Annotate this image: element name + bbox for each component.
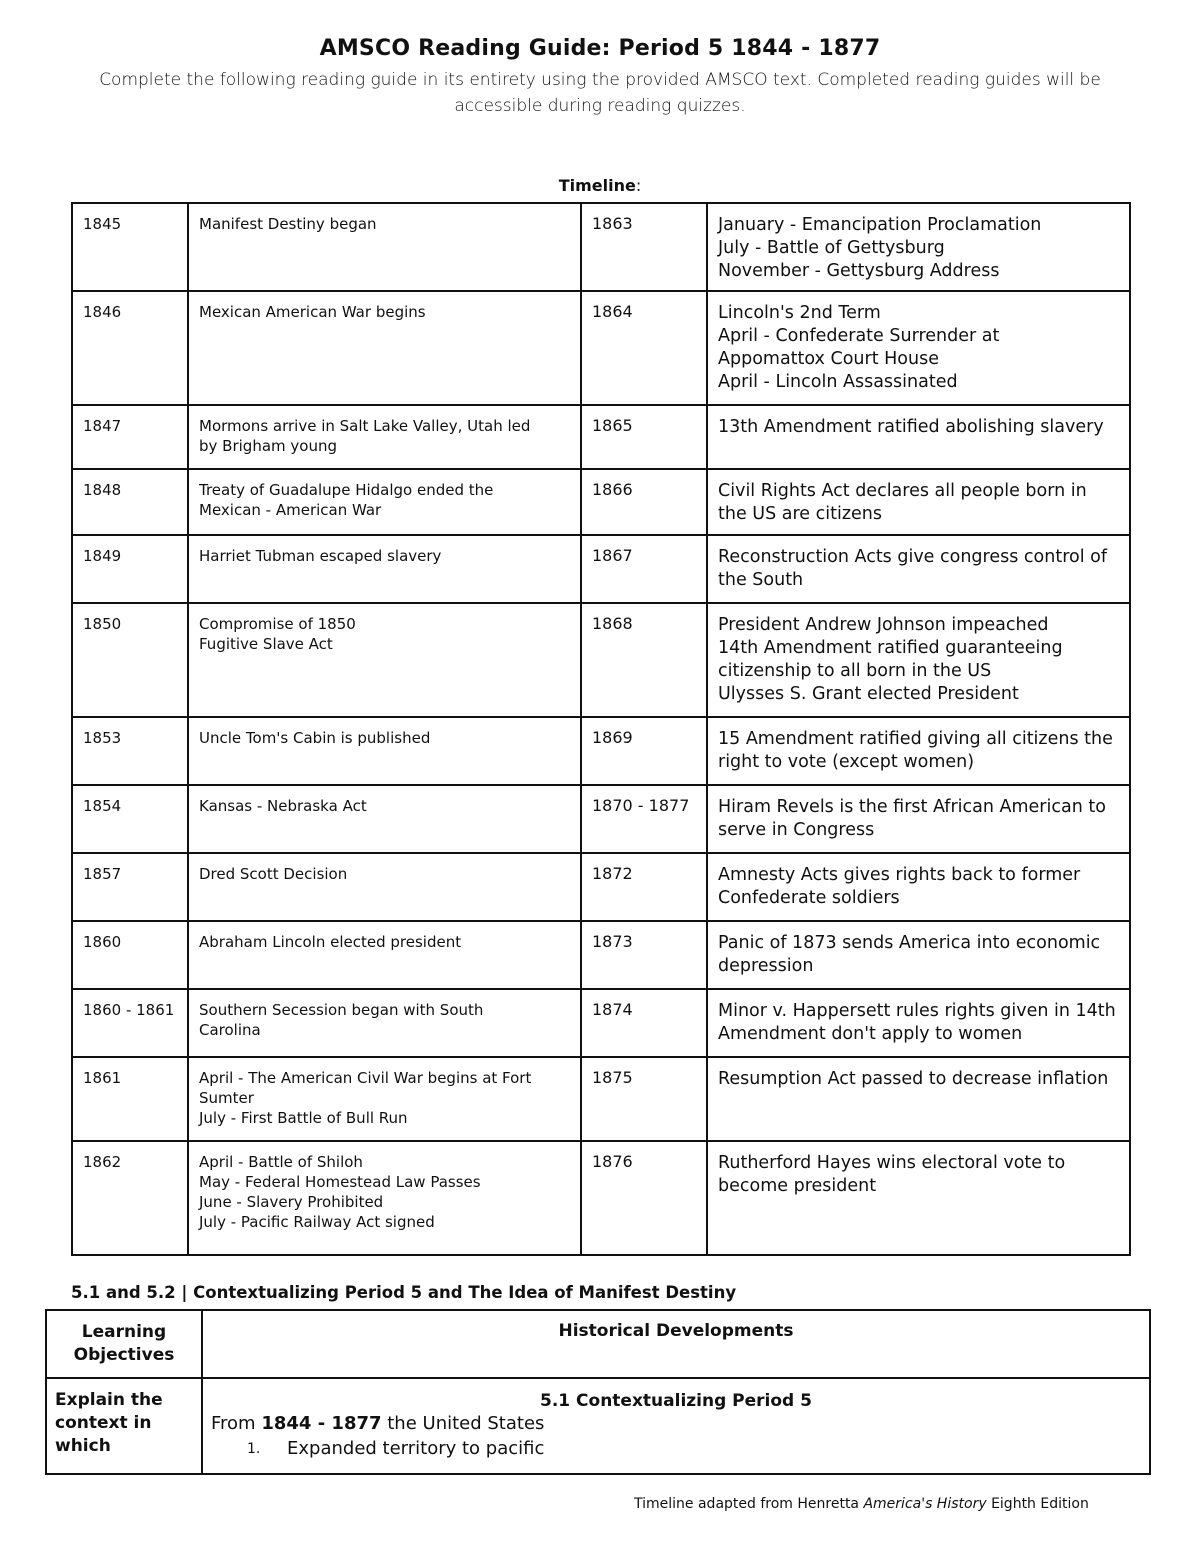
- timeline-event: [188, 291, 581, 405]
- timeline-event-line: Hiram Revels is the first African American to: [718, 797, 1106, 817]
- timeline-event-line: Mexican American War begins: [199, 303, 426, 321]
- timeline-event: [188, 717, 581, 785]
- timeline-year: 1850: [72, 603, 188, 717]
- lo-col-header-developments: Historical Developments: [202, 1310, 1150, 1378]
- timeline-row: [72, 535, 1130, 603]
- lo-from-suffix: the United States: [381, 1413, 545, 1434]
- lo-developments-cell: [202, 1378, 1150, 1474]
- timeline-event: [707, 1057, 1130, 1141]
- timeline-row: [72, 203, 1130, 291]
- timeline-event-line: President Andrew Johnson impeached: [718, 615, 1049, 635]
- timeline-event-line: Treaty of Guadalupe Hidalgo ended the: [199, 481, 494, 499]
- timeline-event-line: April - Battle of Shiloh: [199, 1153, 363, 1171]
- timeline-event-line: right to vote (except women): [718, 752, 975, 772]
- timeline-event: [707, 921, 1130, 989]
- timeline-event-line: the South: [718, 570, 804, 590]
- timeline-event-line: Appomattox Court House: [718, 349, 939, 369]
- timeline-event-line: Confederate soldiers: [718, 888, 900, 908]
- timeline-event-line: April - The American Civil War begins at Fort: [199, 1069, 532, 1087]
- lo-header-row: [46, 1310, 1150, 1378]
- timeline-year: 1849: [72, 535, 188, 603]
- timeline-event: [707, 291, 1130, 405]
- timeline-event-line: January - Emancipation Proclamation: [718, 215, 1042, 235]
- document-instructions: Complete the following reading guide in its entirety using the provided AMSCO text. Completed reading guides will be accessible during reading quizzes.: [99, 70, 1101, 116]
- timeline-event-line: Uncle Tom's Cabin is published: [199, 729, 431, 747]
- footer-citation: [634, 1496, 1089, 1512]
- timeline-year: 1853: [72, 717, 188, 785]
- timeline-event: [188, 785, 581, 853]
- timeline-event-line: November - Gettysburg Address: [718, 261, 1000, 281]
- timeline-row: [72, 469, 1130, 535]
- timeline-event-line: citizenship to all born in the US: [718, 661, 992, 681]
- timeline-year: 1870 - 1877: [581, 785, 707, 853]
- timeline-event-line: April - Lincoln Assassinated: [718, 372, 958, 392]
- timeline-row: [72, 989, 1130, 1057]
- timeline-event-line: Manifest Destiny began: [199, 215, 377, 233]
- lo-from-dates: 1844 - 1877: [261, 1413, 382, 1434]
- timeline-event: [707, 853, 1130, 921]
- timeline-year: 1866: [581, 469, 707, 535]
- timeline-event-line: April - Confederate Surrender at: [718, 326, 1000, 346]
- timeline-row: [72, 405, 1130, 469]
- timeline-event-line: serve in Congress: [718, 820, 875, 840]
- timeline-year: 1846: [72, 291, 188, 405]
- timeline-event-line: Southern Secession began with South: [199, 1001, 484, 1019]
- timeline-year: 1863: [581, 203, 707, 291]
- timeline-event-line: Mormons arrive in Salt Lake Valley, Utah led: [199, 417, 531, 435]
- timeline-event-line: July - Pacific Railway Act signed: [199, 1213, 435, 1231]
- learning-objectives-table: [45, 1309, 1151, 1475]
- timeline-year: 1875: [581, 1057, 707, 1141]
- timeline-event-line: Civil Rights Act declares all people born in: [718, 481, 1087, 501]
- timeline-row: [72, 717, 1130, 785]
- timeline-event: [188, 989, 581, 1057]
- timeline-year: 1847: [72, 405, 188, 469]
- document-title: AMSCO Reading Guide: Period 5 1844 - 1877: [319, 36, 881, 61]
- timeline-body: [72, 203, 1130, 1255]
- section-title: 5.1 and 5.2 | Contextualizing Period 5 and The Idea of Manifest Destiny: [71, 1283, 737, 1302]
- timeline-year: 1874: [581, 989, 707, 1057]
- timeline-row: [72, 785, 1130, 853]
- timeline-row: [72, 921, 1130, 989]
- timeline-heading: [0, 176, 1200, 195]
- timeline-year: 1845: [72, 203, 188, 291]
- lo-from-line: [211, 1413, 1141, 1434]
- timeline-event-line: Minor v. Happersett rules rights given in 14th: [718, 1001, 1116, 1021]
- timeline-event-line: Sumter: [199, 1089, 254, 1107]
- lo-list-number: 1.: [247, 1441, 261, 1457]
- timeline-event: [188, 535, 581, 603]
- timeline-year: 1862: [72, 1141, 188, 1255]
- timeline-label-colon: :: [635, 176, 642, 195]
- timeline-year: 1864: [581, 291, 707, 405]
- lo-list-text: Expanded territory to pacific: [287, 1438, 545, 1459]
- timeline-event-line: Compromise of 1850: [199, 615, 356, 633]
- timeline-year: 1867: [581, 535, 707, 603]
- timeline-year: 1869: [581, 717, 707, 785]
- timeline-event: [188, 203, 581, 291]
- timeline-event-line: Ulysses S. Grant elected President: [718, 684, 1019, 704]
- timeline-event: [188, 405, 581, 469]
- timeline-event-line: 15 Amendment ratified giving all citizens the: [718, 729, 1113, 749]
- timeline-row: [72, 853, 1130, 921]
- timeline-label: Timeline: [558, 176, 636, 195]
- timeline-event-line: Reconstruction Acts give congress control of: [718, 547, 1108, 567]
- timeline-event: [188, 469, 581, 535]
- timeline-event-line: May - Federal Homestead Law Passes: [199, 1173, 481, 1191]
- timeline-event-line: become president: [718, 1176, 877, 1196]
- footer-book-title: America's History: [863, 1496, 987, 1512]
- timeline-event-line: Kansas - Nebraska Act: [199, 797, 367, 815]
- lo-from-prefix: From: [211, 1413, 262, 1434]
- timeline-year: 1854: [72, 785, 188, 853]
- timeline-event-line: June - Slavery Prohibited: [199, 1193, 384, 1211]
- timeline-year: 1873: [581, 921, 707, 989]
- lo-subheading: 5.1 Contextualizing Period 5: [540, 1391, 812, 1411]
- footer-prefix: Timeline adapted from Henretta: [634, 1496, 864, 1512]
- timeline-event: [707, 535, 1130, 603]
- timeline-event-line: Rutherford Hayes wins electoral vote to: [718, 1153, 1066, 1173]
- timeline-event-line: depression: [718, 956, 814, 976]
- timeline-row: [72, 603, 1130, 717]
- timeline-year: 1860: [72, 921, 188, 989]
- timeline-year: 1865: [581, 405, 707, 469]
- timeline-year: 1860 - 1861: [72, 989, 188, 1057]
- timeline-event: [188, 603, 581, 717]
- timeline-event-line: July - First Battle of Bull Run: [199, 1109, 408, 1127]
- lo-content-row: [46, 1378, 1150, 1474]
- timeline-event-line: July - Battle of Gettysburg: [718, 238, 945, 258]
- timeline-row: [72, 1141, 1130, 1255]
- timeline-event: [707, 405, 1130, 469]
- timeline-event: [707, 1141, 1130, 1255]
- timeline-year: 1857: [72, 853, 188, 921]
- timeline-year: 1848: [72, 469, 188, 535]
- timeline-event: [188, 853, 581, 921]
- timeline-event-line: by Brigham young: [199, 437, 337, 455]
- timeline-event-line: the US are citizens: [718, 504, 882, 524]
- timeline-year: 1876: [581, 1141, 707, 1255]
- timeline-year: 1868: [581, 603, 707, 717]
- timeline-event: [188, 1057, 581, 1141]
- timeline-event: [707, 469, 1130, 535]
- timeline-row: [72, 1057, 1130, 1141]
- timeline-event-line: Dred Scott Decision: [199, 865, 348, 883]
- timeline-event: [707, 989, 1130, 1057]
- timeline-event-line: Panic of 1873 sends America into economic: [718, 933, 1101, 953]
- timeline-event-line: Carolina: [199, 1021, 261, 1039]
- timeline-year: 1872: [581, 853, 707, 921]
- timeline-event-line: Fugitive Slave Act: [199, 635, 333, 653]
- timeline-event: [707, 785, 1130, 853]
- timeline-event: [707, 717, 1130, 785]
- lo-col-header-objectives: Learning Objectives: [46, 1310, 202, 1378]
- timeline-event: [707, 203, 1130, 291]
- footer-suffix: Eighth Edition: [986, 1496, 1089, 1512]
- timeline-event-line: Amnesty Acts gives rights back to former: [718, 865, 1081, 885]
- timeline-table: [71, 202, 1131, 1256]
- lo-list-item: [211, 1438, 1141, 1459]
- timeline-event-line: Amendment don't apply to women: [718, 1024, 1023, 1044]
- timeline-event: [188, 921, 581, 989]
- lo-objective-cell: Explain the context in which: [46, 1378, 202, 1474]
- timeline-event-line: 14th Amendment ratified guaranteeing: [718, 638, 1063, 658]
- timeline-event-line: Resumption Act passed to decrease inflation: [718, 1069, 1109, 1089]
- timeline-event: [707, 603, 1130, 717]
- timeline-event-line: Lincoln's 2nd Term: [718, 303, 881, 323]
- timeline-event: [188, 1141, 581, 1255]
- timeline-row: [72, 291, 1130, 405]
- timeline-year: 1861: [72, 1057, 188, 1141]
- document-header: [0, 36, 1200, 119]
- timeline-event-line: Abraham Lincoln elected president: [199, 933, 462, 951]
- timeline-event-line: 13th Amendment ratified abolishing slavery: [718, 417, 1104, 437]
- timeline-event-line: Harriet Tubman escaped slavery: [199, 547, 442, 565]
- timeline-event-line: Mexican - American War: [199, 501, 382, 519]
